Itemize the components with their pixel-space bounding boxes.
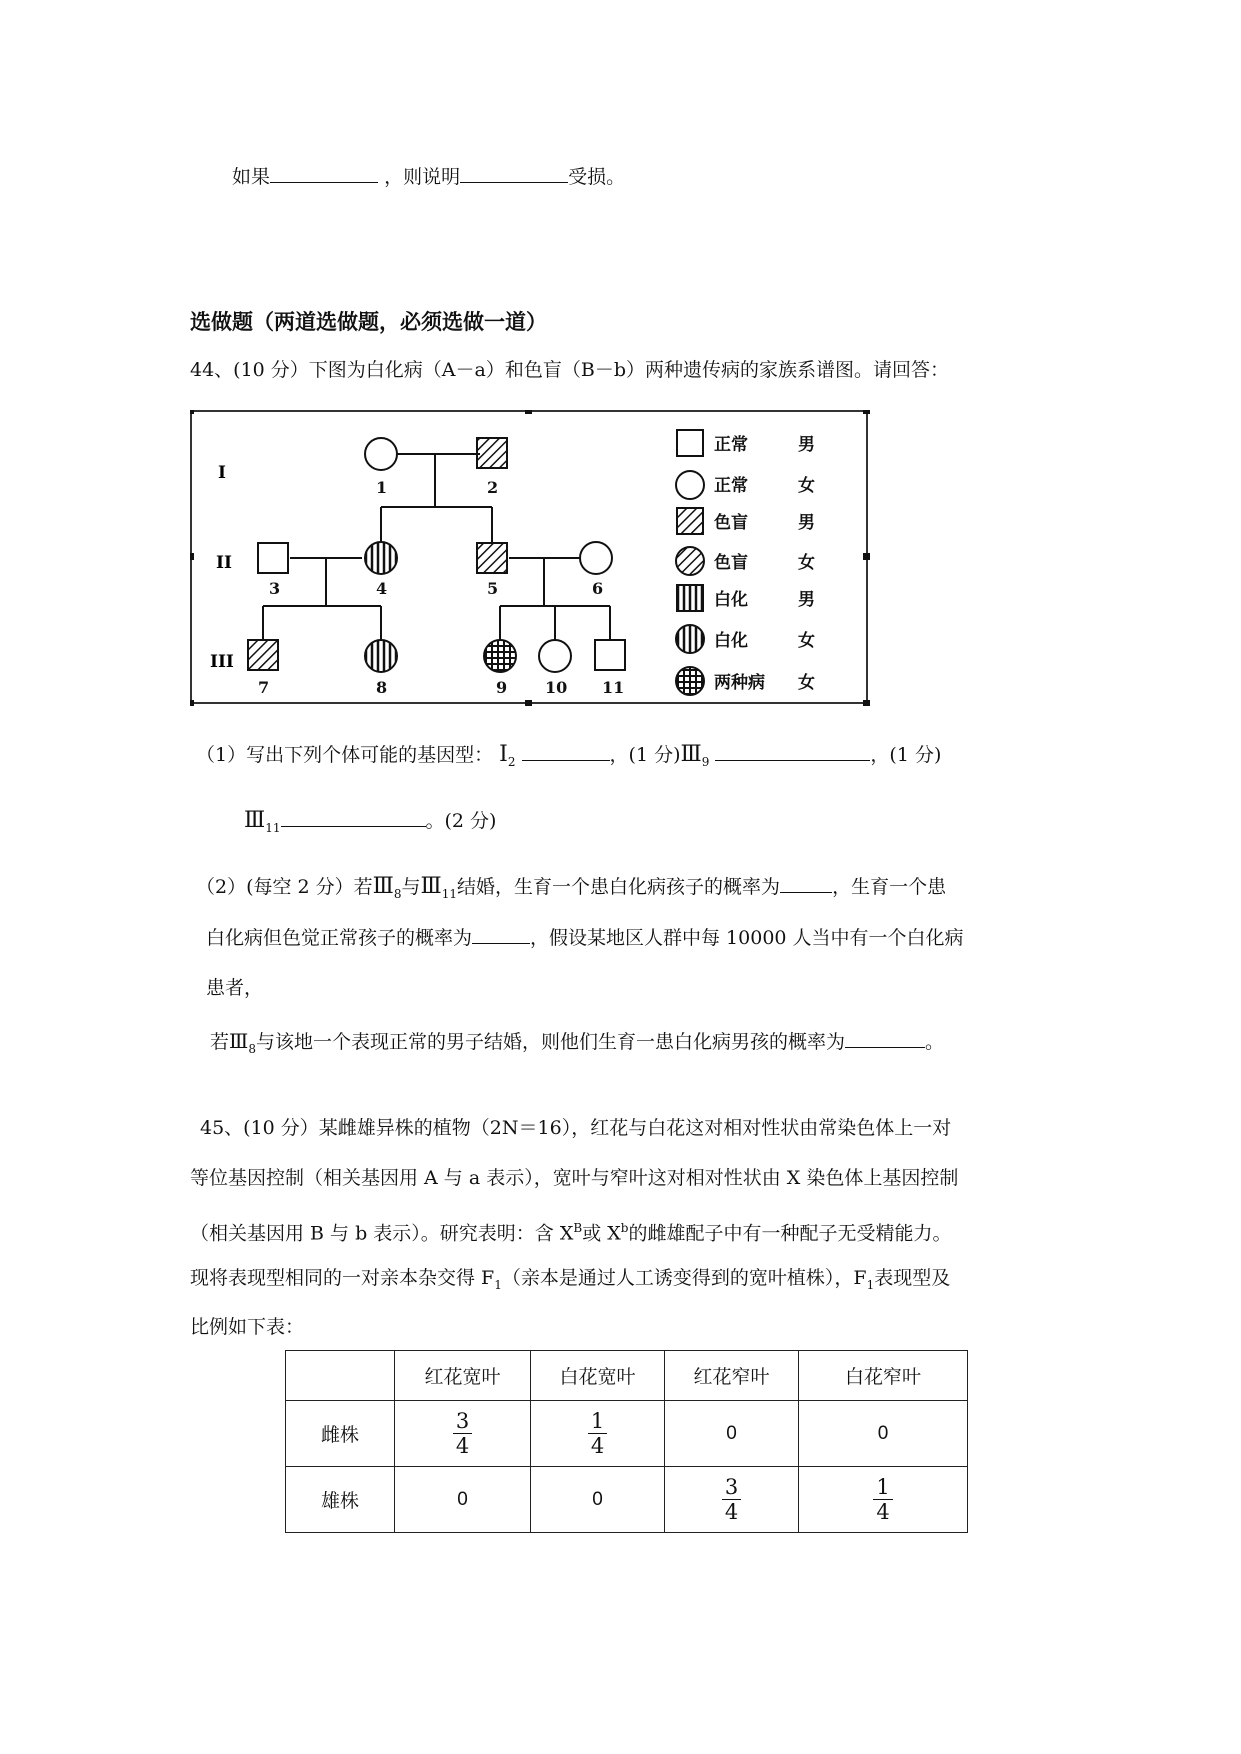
individual-II-3 — [258, 543, 288, 573]
q44-part2-line3: 患者， — [206, 977, 264, 999]
individual-II-6 — [580, 542, 612, 574]
q45-line3: （相关基因用 B 与 b 表示）。研究表明：含 $X^B$或 $X^b$的雌雄配子中有一种配子无受精能力。 — [190, 1221, 952, 1245]
table-cell: 0 — [665, 1401, 799, 1467]
answer-blank[interactable] — [715, 740, 870, 761]
q44-part2-line4: 若$Ⅲ_8$与该地一个表现正常的男子结婚，则他们生育一患白化病男孩的概率为 。 — [210, 1029, 944, 1056]
legend-symbol — [677, 508, 703, 534]
table-header-cell: 红花宽叶 — [395, 1351, 531, 1401]
individual-III-9 — [484, 640, 516, 672]
legend-symbol — [677, 430, 703, 456]
answer-blank[interactable] — [460, 162, 568, 183]
individual-number: 6 — [592, 579, 604, 598]
legend-sex: 女 — [798, 476, 815, 496]
individual-number: 11 — [602, 678, 625, 697]
answer-blank[interactable] — [270, 162, 378, 183]
legend-sex: 女 — [798, 673, 815, 693]
table-cell — [665, 1467, 799, 1533]
row-label: 雌株 — [286, 1401, 395, 1467]
individual-III-11 — [595, 640, 625, 670]
generation-label: III — [210, 652, 234, 672]
legend-sex: 男 — [798, 513, 815, 533]
table-row — [286, 1401, 968, 1467]
q45-line2: 等位基因控制（相关基因用 A 与 a 表示），宽叶与窄叶这对相对性状由 X 染色体上基因控制 — [190, 1167, 959, 1189]
table-cell — [799, 1467, 968, 1533]
legend-label: 白化 — [714, 631, 748, 651]
q45-line5: 比例如下表： — [190, 1316, 305, 1338]
fraction: $\frac{1}{4}$ — [588, 1409, 607, 1458]
pedigree-chart — [190, 410, 870, 706]
q44-stem: 44、(10 分）下图为白化病（A－a）和色盲（B－b）两种遗传病的家族系谱图。请回答： — [190, 359, 949, 381]
individual-number: 3 — [269, 579, 281, 598]
table-cell — [395, 1401, 531, 1467]
legend-symbol — [676, 625, 704, 653]
phenotype-table — [285, 1350, 968, 1533]
q44-part2-line2: 白化病但色觉正常孩子的概率为 ，假设某地区人群中每 10000 人当中有一个白化病 — [206, 923, 964, 951]
legend-label: 色盲 — [714, 553, 748, 573]
individual-I-1 — [365, 438, 397, 470]
legend-symbol — [676, 547, 704, 575]
legend-symbol — [676, 471, 704, 499]
q45-line4: 现将表现型相同的一对亲本杂交得 $F_1$（亲本是通过人工诱变得到的宽叶植株），$F_1$表现型及 — [190, 1267, 951, 1292]
answer-blank[interactable] — [281, 806, 426, 827]
individual-III-7 — [248, 640, 278, 670]
individual-number: 9 — [496, 678, 508, 697]
legend-label: 两种病 — [714, 673, 765, 693]
answer-blank[interactable] — [780, 872, 832, 893]
individual-II-5 — [477, 543, 507, 573]
table-cell: 0 — [395, 1467, 531, 1533]
table-cell — [531, 1401, 665, 1467]
answer-blank[interactable] — [522, 740, 610, 761]
legend-symbol — [677, 585, 703, 611]
table-header-row — [286, 1351, 968, 1401]
individual-I-2 — [477, 438, 507, 468]
individual-III-8 — [365, 640, 397, 672]
legend-label: 正常 — [714, 476, 748, 496]
legend-label: 白化 — [714, 590, 748, 610]
legend-symbol — [676, 667, 704, 695]
generation-label: I — [218, 463, 226, 483]
individual-III-10 — [539, 640, 571, 672]
q44-part1-line2: $Ⅲ_{11}$ 。(2 分) — [244, 808, 497, 835]
individual-number: 4 — [376, 579, 388, 598]
table-cell: 0 — [531, 1467, 665, 1533]
individual-number: 1 — [376, 478, 388, 497]
fraction: $\frac{1}{4}$ — [873, 1475, 892, 1524]
q45-line1: 45、(10 分）某雌雄异株的植物（2N＝16），红花与白花这对相对性状由常染色体上一对 — [200, 1117, 952, 1139]
individual-number: 8 — [376, 678, 388, 697]
q44-part2-line1: （2）(每空 2 分）若$Ⅲ_8$与$Ⅲ_{11}$结婚，生育一个患白化病孩子的概率为 ，生育一个患 — [196, 874, 947, 901]
individual-number: 7 — [258, 678, 270, 697]
individual-number: 10 — [545, 678, 568, 697]
q43-tail-line: 如果 ，则说明 受损。 — [232, 162, 625, 190]
individual-II-4 — [365, 542, 397, 574]
individual-number: 5 — [487, 579, 499, 598]
section-title: 选做题（两道选做题，必须选做一道） — [190, 310, 547, 334]
row-label: 雄株 — [286, 1467, 395, 1533]
legend-sex: 男 — [798, 435, 815, 455]
table-header-cell: 红花窄叶 — [665, 1351, 799, 1401]
fraction: $\frac{3}{4}$ — [722, 1475, 741, 1524]
legend-sex: 女 — [798, 553, 815, 573]
answer-blank[interactable] — [845, 1027, 925, 1048]
table-row — [286, 1467, 968, 1533]
legend-label: 正常 — [714, 435, 748, 455]
table-header-cell: 白花窄叶 — [799, 1351, 968, 1401]
answer-blank[interactable] — [472, 923, 530, 944]
fraction: $\frac{3}{4}$ — [453, 1409, 472, 1458]
legend-sex: 男 — [798, 590, 815, 610]
table-cell: 0 — [799, 1401, 968, 1467]
individual-number: 2 — [487, 478, 499, 497]
q44-part1-line1: （1）写出下列个体可能的基因型： $Ⅰ_2$ ，(1 分)$Ⅲ_9$ ，(1 分) — [196, 742, 942, 769]
legend-sex: 女 — [798, 631, 815, 651]
table-header-cell: 白花宽叶 — [531, 1351, 665, 1401]
legend-label: 色盲 — [714, 513, 748, 533]
generation-label: II — [216, 553, 232, 573]
table-header-cell — [286, 1351, 395, 1401]
